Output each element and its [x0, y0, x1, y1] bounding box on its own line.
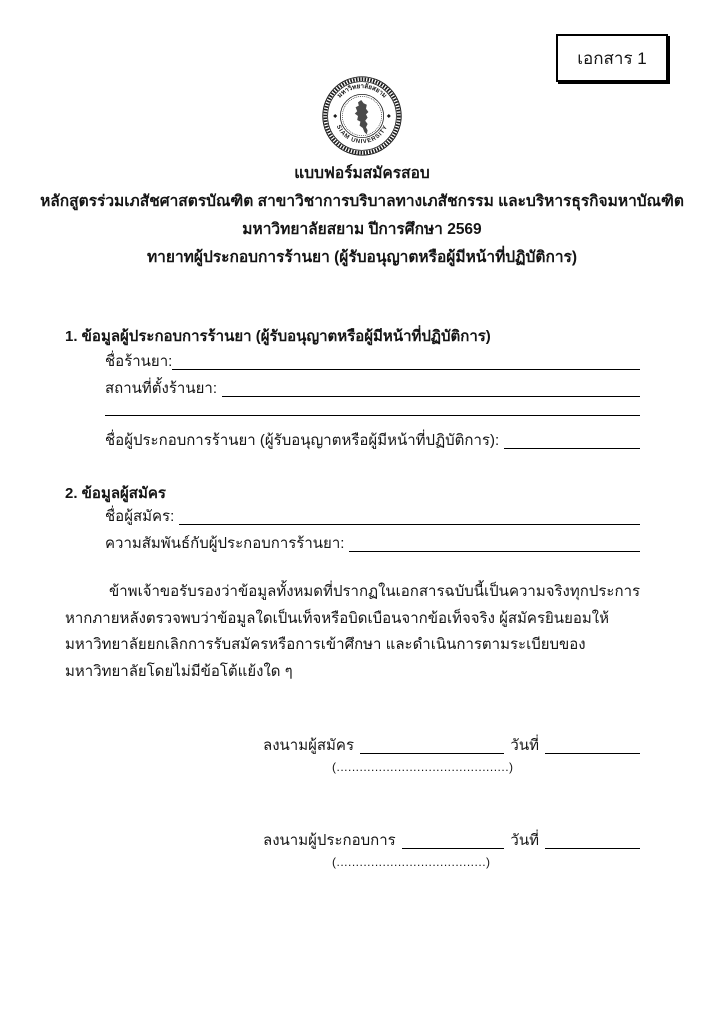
applicant-date-line[interactable] — [545, 753, 640, 754]
shop-location-label: สถานที่ตั้งร้านยา: — [105, 380, 217, 397]
applicant-name-line[interactable] — [179, 524, 640, 525]
operator-date-line[interactable] — [545, 848, 640, 849]
document-tag — [556, 34, 668, 82]
shop-location-line[interactable] — [222, 396, 640, 397]
relationship-row — [105, 533, 640, 555]
document-tag-label: เอกสาร 1 — [577, 48, 647, 68]
section1-heading: 1. ข้อมูลผู้ประกอบการร้านยา (ผู้รับอนุญาตหรือผู้มีหน้าที่ปฏิบัติการ) — [65, 328, 491, 345]
applicant-type-line: ทายาทผู้ประกอบการร้านยา (ผู้รับอนุญาตหรือผู้มีหน้าที่ปฏิบัติการ) — [146, 249, 578, 266]
applicant-signature-row — [263, 735, 640, 757]
operator-signature-label: ลงนามผู้ประกอบการ — [263, 832, 396, 849]
shop-location-row — [105, 378, 640, 400]
applicant-name-row — [105, 506, 640, 528]
applicant-signature-label: ลงนามผู้สมัคร — [263, 737, 355, 754]
program-title: หลักสูตรร่วมเภสัชศาสตรบัณฑิต สาขาวิชาการบริบาลทางเภสัชกรรม และบริหารธุรกิจมหาบัณฑิต — [40, 193, 684, 210]
relationship-label: ความสัมพันธ์กับผู้ประกอบการร้านยา: — [105, 535, 345, 552]
seal-bottom-text: SIAM UNIVERSITY — [334, 124, 390, 146]
applicant-name-parenthesis[interactable]: (.............................................) — [332, 760, 514, 774]
shop-name-label: ชื่อร้านยา: — [105, 353, 173, 370]
applicant-date-label: วันที่ — [510, 737, 539, 754]
operator-signature-row — [263, 830, 640, 852]
relationship-line[interactable] — [349, 551, 640, 552]
operator-name-label: ชื่อผู้ประกอบการร้านยา (ผู้รับอนุญาตหรือผู้มีหน้าที่ปฏิบัติการ): — [105, 432, 500, 449]
shop-name-row — [105, 351, 640, 373]
thailand-map-icon — [355, 100, 369, 134]
shop-location-continuation-line[interactable] — [105, 415, 640, 416]
operator-name-row — [105, 430, 640, 452]
operator-name-parenthesis[interactable]: (.......................................) — [332, 855, 491, 869]
operator-signature-line[interactable] — [402, 848, 505, 849]
shop-name-line[interactable] — [172, 369, 640, 370]
operator-name-line[interactable] — [504, 448, 640, 449]
title-block — [20, 160, 704, 272]
svg-text:SIAM UNIVERSITY — [335, 124, 389, 145]
form-title: แบบฟอร์มสมัครสอบ — [294, 165, 430, 182]
applicant-name-label: ชื่อผู้สมัคร: — [105, 508, 175, 525]
seal-top-text: มหาวิทยาลัยสยาม — [336, 82, 388, 100]
academic-year-line: มหาวิทยาลัยสยาม ปีการศึกษา 2569 — [242, 221, 482, 238]
section2-heading: 2. ข้อมูลผู้สมัคร — [65, 485, 166, 502]
declaration-paragraph: ข้าพเจ้าขอรับรองว่าข้อมูลทั้งหมดที่ปรากฏในเอกสารฉบับนี้เป็นความจริงทุกประการ หากภายหลังตรวจพบว่าข้อมูลใดเป็นเท็จหรือบิดเบือนจากข้อเท็จจริง ผู้สมัครยินยอมให้มหาวิทยาลัยยกเลิกการรับสมัครหรือการเข้าศึกษา และดำเนินการตามระเบียบของมหาวิทยาลัยโดยไม่มีข้อโต้แย้งใด ๆ — [65, 583, 641, 680]
applicant-signature-line[interactable] — [360, 753, 504, 754]
operator-date-label: วันที่ — [510, 832, 539, 849]
siam-university-seal-icon — [322, 76, 402, 156]
